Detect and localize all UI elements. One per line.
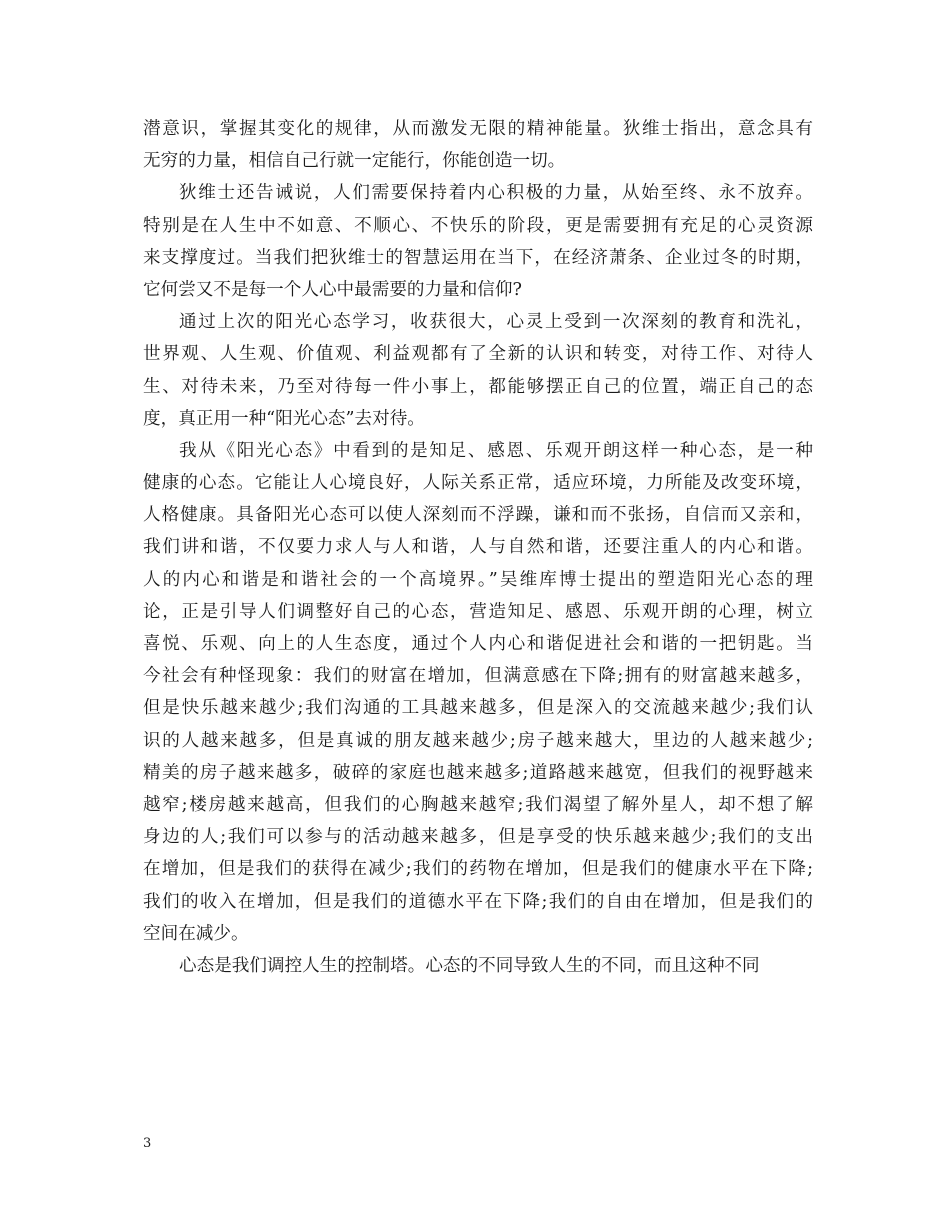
text-line: 度，真正用一种“阳光心态”去对待。: [143, 408, 425, 429]
text-line: 我从《阳光心态》中看到的是知足、感恩、乐观开朗这样一种心态，是一种: [179, 440, 813, 461]
paragraph: [143, 113, 813, 177]
paragraph: [143, 435, 813, 950]
text-line: 世界观、人生观、价值观、利益观都有了全新的认识和转变，对待工作、对待人: [143, 344, 813, 365]
text-line: 今社会有种怪现象：我们的财富在增加，但满意感在下降;拥有的财富越来越多，: [143, 666, 813, 687]
paragraph: [143, 950, 813, 982]
text-line: 狄维士还告诫说，人们需要保持着内心积极的力量，从始至终、永不放弃。: [179, 183, 813, 204]
text-line: 通过上次的阳光心态学习，收获很大，心灵上受到一次深刻的教育和洗礼，: [179, 312, 813, 333]
text-line: 人格健康。具备阳光心态可以使人深刻而不浮躁，谦和而不张扬，自信而又亲和，: [143, 505, 813, 526]
body-text: [143, 113, 813, 982]
text-line: 它何尝又不是每一个人心中最需要的力量和信仰?: [143, 279, 522, 300]
text-line: 心态是我们调控人生的控制塔。心态的不同导致人生的不同，而且这种不同: [179, 955, 760, 976]
paragraph: [143, 306, 813, 435]
text-line: 我们的收入在增加，但是我们的道德水平在下降;我们的自由在增加，但是我们的: [143, 891, 813, 912]
text-line: 潜意识，掌握其变化的规律，从而激发无限的精神能量。狄维士指出，意念具有: [143, 119, 813, 139]
text-line: 生、对待未来，乃至对待每一件小事上，都能够摆正自己的位置，端正自己的态: [143, 376, 813, 397]
text-line: 人的内心和谐是和谐社会的一个高境界。”吴维库博士提出的塑造阳光心态的理: [143, 569, 813, 590]
text-line: 健康的心态。它能让人心境良好，人际关系正常，适应环境，力所能及改变环境，: [143, 473, 813, 494]
text-line: 来支撑度过。当我们把狄维士的智慧运用在当下，在经济萧条、企业过冬的时期，: [143, 247, 813, 268]
text-line: 在增加，但是我们的获得在减少;我们的药物在增加，但是我们的健康水平在下降;: [143, 859, 813, 880]
text-line: 特别是在人生中不如意、不顺心、不快乐的阶段，更是需要拥有充足的心灵资源: [143, 215, 813, 236]
text-line: 空间在减少。: [143, 923, 249, 944]
text-line: 喜悦、乐观、向上的人生态度，通过个人内心和谐促进社会和谐的一把钥匙。当: [143, 634, 813, 654]
text-line: 我们讲和谐，不仅要力求人与人和谐，人与自然和谐，还要注重人的内心和谐。: [143, 537, 813, 558]
text-line: 越窄;楼房越来越高，但我们的心胸越来越窄;我们渴望了解外星人，却不想了解: [143, 794, 813, 815]
text-line: 但是快乐越来越少;我们沟通的工具越来越多，但是深入的交流越来越少;我们认: [143, 698, 813, 719]
page-number: 3: [143, 1136, 152, 1151]
text-line: 论，正是引导人们调整好自己的心态，营造知足、感恩、乐观开朗的心理，树立: [143, 601, 813, 622]
text-line: 精美的房子越来越多，破碎的家庭也越来越多;道路越来越宽，但我们的视野越来: [143, 762, 813, 783]
text-line: 识的人越来越多，但是真诚的朋友越来越少;房子越来越大，里边的人越来越少;: [143, 730, 813, 751]
text-line: 无穷的力量，相信自己行就一定能行，你能创造一切。: [143, 151, 566, 172]
text-line: 身边的人;我们可以参与的活动越来越多，但是享受的快乐越来越少;我们的支出: [143, 827, 813, 848]
paragraph: [143, 177, 813, 306]
